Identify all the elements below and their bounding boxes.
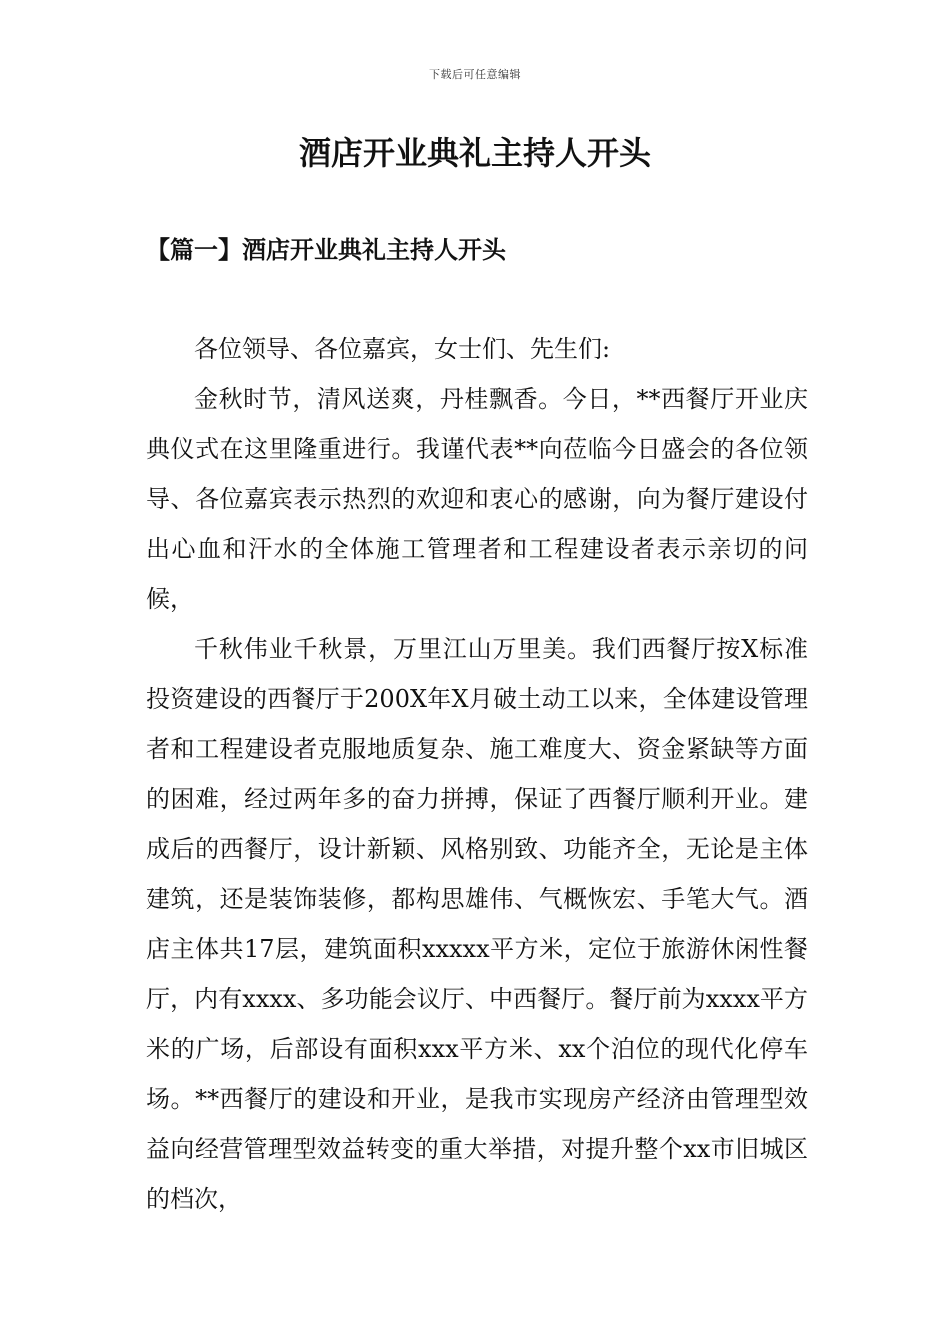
document-title: 酒店开业典礼主持人开头 — [298, 134, 651, 172]
section-heading: 【篇一】酒店开业典礼主持人开头 — [146, 235, 506, 264]
paragraph: 金秋时节，清风送爽，丹桂飘香。今日，**西餐厅开业庆典仪式在这里隆重进行。我谨代表**向莅临今日盛会的各位领导、各位嘉宾表示热烈的欢迎和衷心的感谢，向为餐厅建设付出心血和汗水的全体施工管理者和工程建设者表示亲切的问候， — [146, 385, 808, 613]
body-text — [146, 324, 808, 1224]
header-note: 下载后可任意编辑 — [429, 68, 521, 81]
paragraph-greeting: 各位领导、各位嘉宾，女士们、先生们: — [194, 335, 611, 363]
paragraph: 千秋伟业千秋景，万里江山万里美。我们西餐厅按X标准投资建设的西餐厅于200X年X月破土动工以来，全体建设管理者和工程建设者克服地质复杂、施工难度大、资金紧缺等方面的困难，经过两年多的奋力拼搏，保证了西餐厅顺利开业。建成后的西餐厅，设计新颖、风格别致、功能齐全，无论是主体建筑，还是装饰装修，都构思雄伟、气概恢宏、手笔大气。酒店主体共17层，建筑面积xxxxx平方米，定位于旅游休闲性餐厅，内有xxxx、多功能会议厅、中西餐厅。餐厅前为xxxx平方米的广场，后部设有面积xxx平方米、xx个泊位的现代化停车场。**西餐厅的建设和开业，是我市实现房产经济由管理型效益向经营管理型效益转变的重大举措，对提升整个xx市旧城区的档次， — [146, 635, 808, 1213]
